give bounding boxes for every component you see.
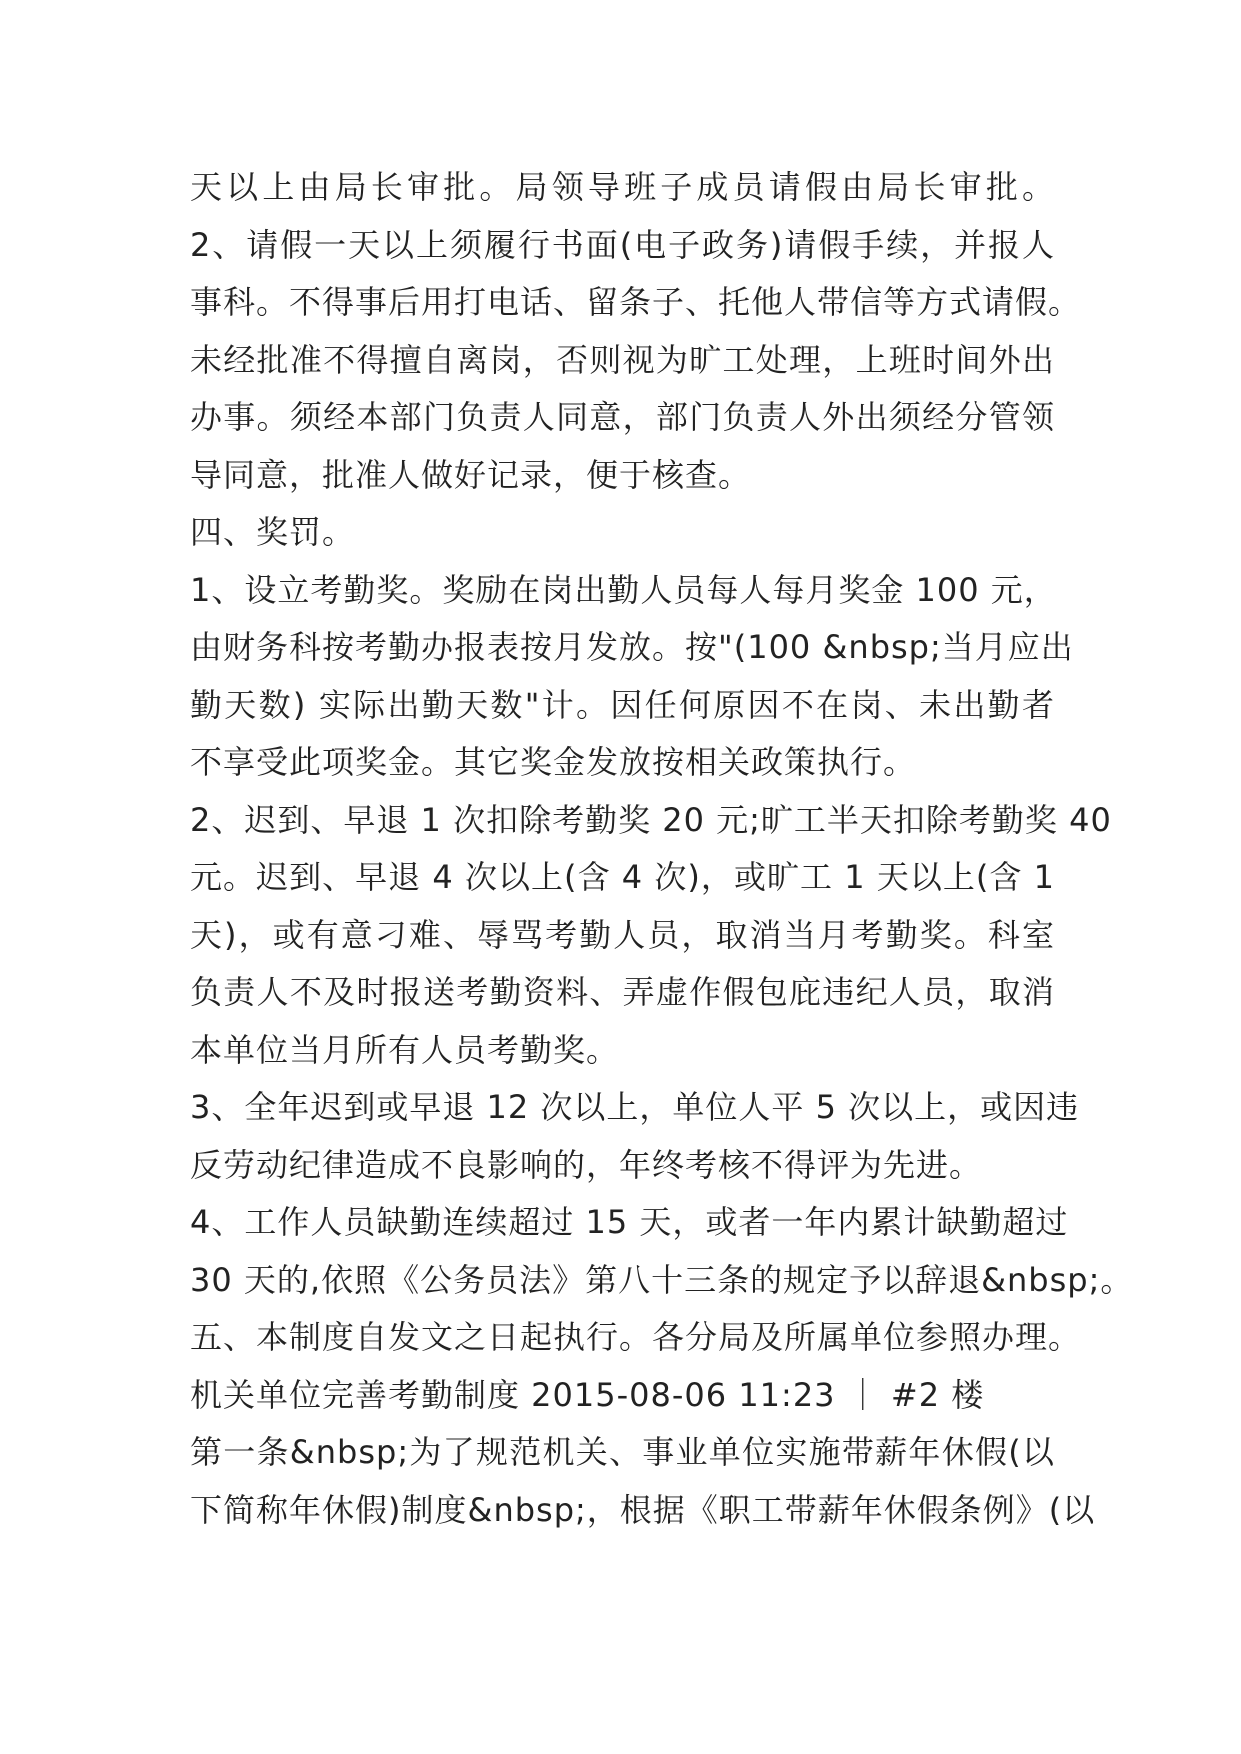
text-line-8: 1、设立考勤奖。奖励在岗出勤人员每人每月奖金 100 元，	[190, 570, 1057, 609]
text-line-16: 本单位当月所有人员考勤奖。	[190, 1030, 620, 1069]
text-line-18: 反劳动纪律造成不良影响的，年终考核不得评为先进。	[190, 1145, 983, 1184]
text-line-10: 勤天数) 实际出勤天数"计。因任何原因不在岗、未出勤者	[190, 685, 1055, 724]
text-line-13: 元。迟到、早退 4 次以上(含 4 次)，或旷工 1 天以上(含 1	[190, 858, 1055, 896]
text-line-9: 由财务科按考勤办报表按月发放。按"(100 &nbsp;当月应出	[190, 628, 1074, 666]
post-meta-line: 机关单位完善考勤制度 2015-08-06 11:23 ｜ #2 楼	[190, 1375, 985, 1414]
text-line-19: 4、工作人员缺勤连续超过 15 天，或者一年内累计缺勤超过	[190, 1203, 1069, 1241]
text-line-3: 事科。不得事后用打电话、留条子、托他人带信等方式请假。	[190, 283, 1082, 321]
document-body	[190, 159, 1134, 1539]
text-line-5: 办事。须经本部门负责人同意，部门负责人外出须经分管领	[190, 398, 1055, 436]
text-line-12: 2、迟到、早退 1 次扣除考勤奖 20 元;旷工半天扣除考勤奖 40	[190, 800, 1112, 839]
text-line-24: 下简称年休假)制度&nbsp;，根据《职工带薪年休假条例》(以	[190, 1490, 1096, 1529]
text-line-4: 未经批准不得擅自离岗，否则视为旷工处理，上班时间外出	[190, 340, 1055, 379]
section-heading-rewards: 四、奖罚。	[190, 513, 356, 551]
text-line-1: 天以上由局长审批。局领导班子成员请假由局长审批。	[190, 168, 1055, 206]
text-line-14: 天)，或有意刁难、辱骂考勤人员，取消当月考勤奖。科室	[190, 915, 1055, 954]
text-line-23: 第一条&nbsp;为了规范机关、事业单位实施带薪年休假(以	[190, 1433, 1055, 1471]
text-line-11: 不享受此项奖金。其它奖金发放按相关政策执行。	[190, 743, 917, 781]
text-line-21: 五、本制度自发文之日起执行。各分局及所属单位参照办理。	[190, 1318, 1082, 1356]
text-line-20: 30 天的,依照《公务员法》第八十三条的规定予以辞退&nbsp;。	[190, 1260, 1134, 1299]
text-line-2: 2、请假一天以上须履行书面(电子政务)请假手续，并报人	[190, 225, 1055, 264]
text-line-6: 导同意，批准人做好记录，便于核查。	[190, 455, 752, 494]
text-line-17: 3、全年迟到或早退 12 次以上，单位人平 5 次以上，或因违	[190, 1088, 1080, 1126]
text-line-15: 负责人不及时报送考勤资料、弄虚作假包庇违纪人员，取消	[190, 973, 1055, 1011]
